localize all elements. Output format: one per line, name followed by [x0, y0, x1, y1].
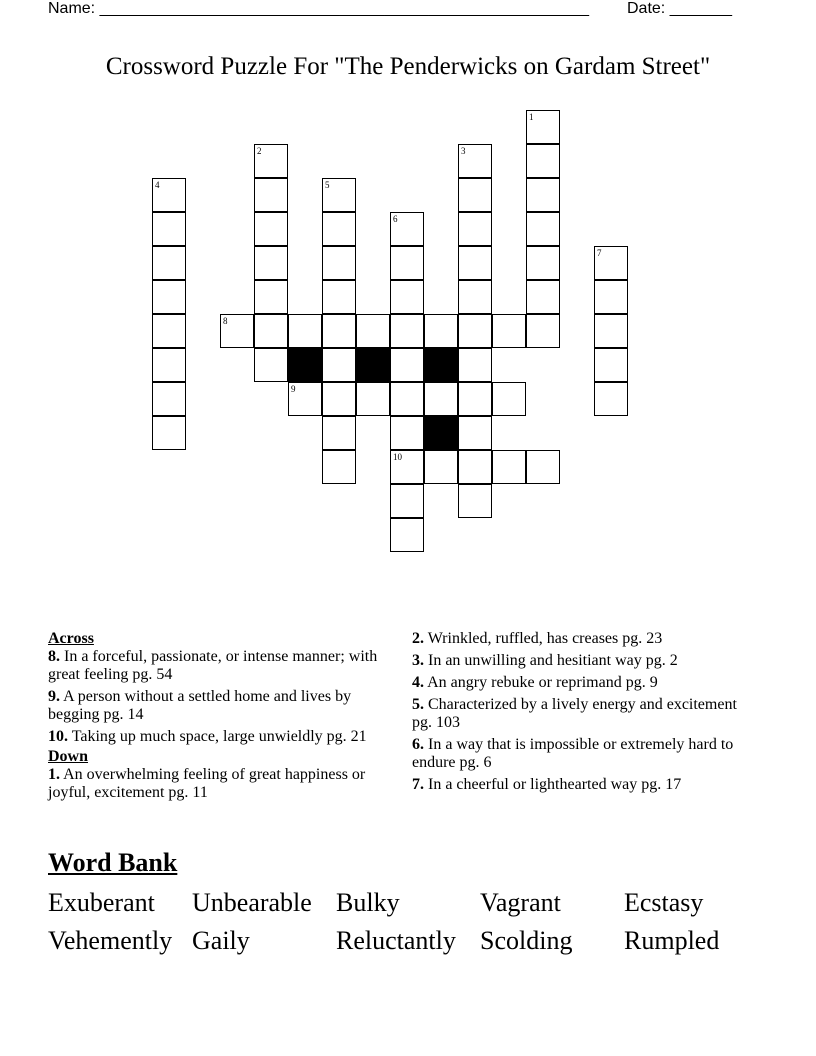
crossword-cell[interactable]	[424, 450, 458, 484]
crossword-cell[interactable]	[594, 280, 628, 314]
clue-across-9	[48, 688, 393, 724]
crossword-cell[interactable]	[288, 382, 322, 416]
word-bank-item: Gaily	[192, 926, 250, 955]
clue-number-label: 5	[325, 180, 330, 190]
clue-text: In a cheerful or lighthearted way pg. 17	[428, 776, 682, 793]
word-bank-item: Ecstasy	[624, 888, 704, 917]
crossword-cell[interactable]	[254, 246, 288, 280]
crossword-block	[288, 348, 322, 382]
clue-number: 1.	[48, 766, 60, 783]
crossword-cell[interactable]	[152, 416, 186, 450]
crossword-cell[interactable]	[322, 280, 356, 314]
clue-number-label: 4	[155, 180, 160, 190]
crossword-cell[interactable]	[322, 178, 356, 212]
crossword-cell[interactable]	[526, 280, 560, 314]
crossword-cell[interactable]	[458, 416, 492, 450]
crossword-cell[interactable]	[322, 314, 356, 348]
crossword-cell[interactable]	[390, 246, 424, 280]
clue-number: 7.	[412, 776, 424, 793]
crossword-cell[interactable]	[322, 382, 356, 416]
crossword-cell[interactable]	[390, 450, 424, 484]
crossword-cell[interactable]	[492, 314, 526, 348]
crossword-cell[interactable]	[322, 212, 356, 246]
clue-text: Characterized by a lively energy and excitement pg. 103	[412, 696, 737, 731]
name-field[interactable]: Name: _______________________________________________________	[48, 0, 589, 17]
crossword-cell[interactable]	[526, 144, 560, 178]
crossword-cell[interactable]	[254, 144, 288, 178]
crossword-cell[interactable]	[492, 450, 526, 484]
crossword-cell[interactable]	[254, 178, 288, 212]
crossword-cell[interactable]	[152, 280, 186, 314]
crossword-cell[interactable]	[220, 314, 254, 348]
crossword-cell[interactable]	[152, 178, 186, 212]
clue-text: In an unwilling and hesitiant way pg. 2	[428, 652, 678, 669]
clue-down-5	[412, 696, 742, 732]
word-bank	[48, 884, 768, 960]
clue-text: A person without a settled home and lives by begging pg. 14	[48, 688, 352, 723]
clue-number-label: 2	[257, 146, 262, 156]
clue-number: 9.	[48, 688, 60, 705]
clue-number: 2.	[412, 630, 424, 647]
clue-down-7	[412, 776, 742, 794]
crossword-cell[interactable]	[152, 348, 186, 382]
clue-down-4	[412, 674, 742, 692]
crossword-cell[interactable]	[526, 314, 560, 348]
crossword-cell[interactable]	[356, 382, 390, 416]
crossword-cell[interactable]	[390, 484, 424, 518]
word-bank-item: Reluctantly	[336, 926, 456, 955]
crossword-cell[interactable]	[594, 348, 628, 382]
date-field[interactable]: Date: _______	[627, 0, 732, 17]
crossword-cell[interactable]	[458, 348, 492, 382]
clue-text: In a way that is impossible or extremely hard to endure pg. 6	[412, 736, 734, 771]
clue-text: An angry rebuke or reprimand pg. 9	[427, 674, 658, 691]
crossword-cell[interactable]	[356, 314, 390, 348]
clue-number-label: 6	[393, 214, 398, 224]
crossword-cell[interactable]	[152, 212, 186, 246]
crossword-cell[interactable]	[322, 348, 356, 382]
crossword-cell[interactable]	[526, 246, 560, 280]
clue-number-label: 10	[393, 452, 402, 462]
crossword-cell[interactable]	[424, 382, 458, 416]
clue-text: An overwhelming feeling of great happiness or joyful, excitement pg. 11	[48, 766, 366, 801]
crossword-cell[interactable]	[322, 246, 356, 280]
crossword-cell[interactable]	[288, 314, 322, 348]
crossword-cell[interactable]	[322, 450, 356, 484]
crossword-cell[interactable]	[594, 382, 628, 416]
crossword-block	[356, 348, 390, 382]
word-bank-item: Exuberant	[48, 888, 155, 917]
clue-text: Taking up much space, large unwieldly pg. 21	[71, 728, 367, 745]
clue-number: 10.	[48, 728, 68, 745]
crossword-cell[interactable]	[322, 416, 356, 450]
clues-left-column	[48, 630, 393, 806]
crossword-cell[interactable]	[458, 314, 492, 348]
crossword-cell[interactable]	[458, 144, 492, 178]
clue-down-6	[412, 736, 742, 772]
clue-down-2	[412, 630, 742, 648]
clue-down-3	[412, 652, 742, 670]
word-bank-item: Unbearable	[192, 888, 312, 917]
clue-text: In a forceful, passionate, or intense manner; with great feeling pg. 54	[48, 648, 378, 683]
clue-number: 5.	[412, 696, 424, 713]
crossword-cell[interactable]	[152, 382, 186, 416]
crossword-cell[interactable]	[526, 178, 560, 212]
crossword-cell[interactable]	[152, 246, 186, 280]
clue-number-label: 7	[597, 248, 602, 258]
crossword-cell[interactable]	[390, 280, 424, 314]
clues-right-column	[412, 630, 742, 798]
clue-number-label: 1	[529, 112, 534, 122]
word-bank-item: Bulky	[336, 888, 400, 917]
crossword-cell[interactable]	[390, 212, 424, 246]
crossword-cell[interactable]	[458, 212, 492, 246]
clue-text: Wrinkled, ruffled, has creases pg. 23	[427, 630, 663, 647]
crossword-cell[interactable]	[254, 212, 288, 246]
clue-number-label: 3	[461, 146, 466, 156]
page-title: Crossword Puzzle For "The Penderwicks on Gardam Street"	[105, 53, 711, 80]
word-bank-title: Word Bank	[48, 848, 178, 877]
crossword-cell[interactable]	[390, 518, 424, 552]
down-heading: Down	[48, 748, 89, 765]
clue-number: 8.	[48, 648, 60, 665]
crossword-cell[interactable]	[458, 246, 492, 280]
header	[48, 0, 748, 20]
crossword-block	[424, 416, 458, 450]
crossword-cell[interactable]	[424, 314, 458, 348]
clue-number-label: 9	[291, 384, 296, 394]
crossword-cell[interactable]	[458, 178, 492, 212]
crossword-cell[interactable]	[458, 484, 492, 518]
clue-down-1	[48, 766, 393, 802]
crossword-cell[interactable]	[458, 382, 492, 416]
crossword-cell[interactable]	[458, 280, 492, 314]
crossword-cell[interactable]	[390, 416, 424, 450]
clue-number-label: 8	[223, 316, 228, 326]
crossword-cell[interactable]	[254, 280, 288, 314]
crossword-cell[interactable]	[390, 348, 424, 382]
crossword-cell[interactable]	[254, 348, 288, 382]
crossword-cell[interactable]	[526, 212, 560, 246]
crossword-cell[interactable]	[594, 246, 628, 280]
crossword-block	[424, 348, 458, 382]
across-heading: Across	[48, 630, 94, 647]
crossword-cell[interactable]	[594, 314, 628, 348]
clue-number: 6.	[412, 736, 424, 753]
crossword-cell[interactable]	[390, 382, 424, 416]
word-bank-item: Scolding	[480, 926, 573, 955]
crossword-cell[interactable]	[254, 314, 288, 348]
clue-number: 4.	[412, 674, 424, 691]
crossword-cell[interactable]	[526, 110, 560, 144]
clue-across-8	[48, 648, 393, 684]
word-bank-item: Vagrant	[480, 888, 561, 917]
word-bank-item: Vehemently	[48, 926, 173, 955]
clue-across-10	[48, 728, 393, 746]
word-bank-item: Rumpled	[624, 926, 720, 955]
crossword-cell[interactable]	[390, 314, 424, 348]
clue-number: 3.	[412, 652, 424, 669]
crossword-cell[interactable]	[458, 450, 492, 484]
crossword-cell[interactable]	[526, 450, 560, 484]
crossword-cell[interactable]	[152, 314, 186, 348]
crossword-cell[interactable]	[492, 382, 526, 416]
